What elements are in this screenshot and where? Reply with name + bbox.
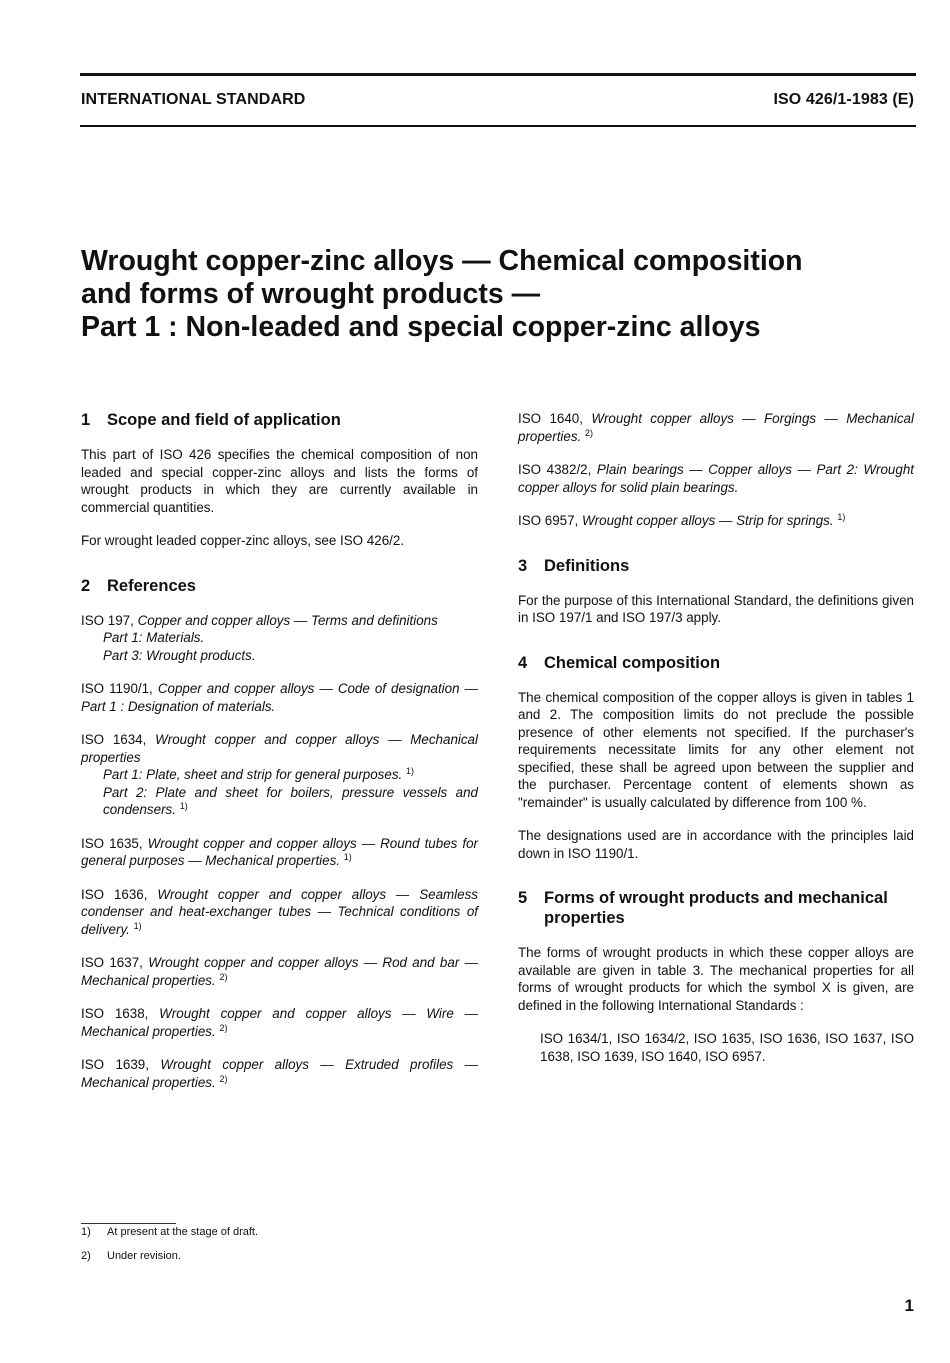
section-3-heading [518,556,914,576]
document-title [81,245,911,344]
section-4-heading [518,653,914,673]
section-2-heading [81,576,478,596]
section-title: References [107,576,196,595]
footnote-mark: 2) [81,1250,91,1262]
title-line-3: Part 1 : Non-leaded and special copper-zinc alloys [81,311,761,343]
reference-iso-1634: ISO 1634, Wrought copper and copper alloys — Mechanical properties [81,732,478,765]
section-5-heading [518,888,914,928]
header-standard-number: ISO 426/1-1983 (E) [773,91,914,108]
reference-iso-4382-2: ISO 4382/2, Plain bearings — Copper alloys — Part 2: Wrought copper alloys for solid plain bearings. [518,462,914,495]
title-line-2: and forms of wrought products — [81,278,541,310]
section-title: Chemical composition [544,653,721,672]
footnote-2 [81,1250,181,1262]
page-number: 1 [904,1296,914,1315]
composition-paragraph: The chemical composition of the copper alloys is given in tables 1 and 2. The composition limits do not preclude the possible presence of other elements not specified. If the purchaser's requirements necessitate limits for any other element not specified, these shall be agreed upon between the supplier and the purchaser. Percentage content of elements shown as "remainder" is usually calculated by difference from 100 %. [518,689,914,810]
standards-list: ISO 1634/1, ISO 1634/2, ISO 1635, ISO 1636, ISO 1637, ISO 1638, ISO 1639, ISO 1640, ISO 6957. [540,1031,914,1064]
reference-iso-197: ISO 197, Copper and copper alloys — Terms and definitions Part 1: Materials. Part 3: Wrought products. [81,612,438,663]
reference-iso-1640: ISO 1640, Wrought copper alloys — Forgings — Mechanical properties. $^{2)}$ [518,411,914,444]
reference-iso-1634-parts: Part 1: Plate, sheet and strip for general purposes. $^{1)}$ Part 2: Plate and sheet for boilers, pressure vessels and condensers. $^{1)}$ [103,766,478,817]
section-number: 3 [518,556,528,575]
reference-iso-1190-1: ISO 1190/1, Copper and copper alloys — Code of designation — Part 1 : Designation of materials. [81,681,478,714]
header-rule [80,125,916,127]
designations-paragraph: The designations used are in accordance with the principles laid down in ISO 1190/1. [518,828,914,861]
forms-paragraph: The forms of wrought products in which these copper alloys are available are given in table 3. The mechanical properties for all forms of wrought products for which the symbol X is given, are defined in the following International Standards : [518,945,914,1013]
reference-iso-1638: ISO 1638, Wrought copper and copper alloys — Wire — Mechanical properties. $^{2)}$ [81,1006,478,1039]
footnote-text: Under revision. [107,1250,181,1262]
reference-iso-1635: ISO 1635, Wrought copper and copper alloys — Round tubes for general purposes — Mechanical properties. $^{1)}$ [81,835,478,868]
scope-paragraph: This part of ISO 426 specifies the chemical composition of non leaded and special copper-zinc alloys and lists the forms of wrought products in which they are currently available in commercial quantities. [81,447,478,515]
reference-iso-1637: ISO 1637, Wrought copper and copper alloys — Rod and bar — Mechanical properties. $^{2)}$ [81,955,478,988]
scope-leaded-note: For wrought leaded copper-zinc alloys, see ISO 426/2. [81,533,405,548]
reference-iso-1639: ISO 1639, Wrought copper alloys — Extruded profiles — Mechanical properties. $^{2)}$ [81,1057,478,1090]
reference-iso-6957: ISO 6957, Wrought copper alloys — Strip for springs. $^{1)}$ [518,512,846,528]
left-column [81,410,478,1091]
footnote-mark: 1) [81,1226,91,1238]
top-rule [80,73,916,76]
right-column [518,410,914,1065]
definitions-paragraph: For the purpose of this International Standard, the definitions given in ISO 197/1 and ISO 197/3 apply. [518,592,914,625]
title-line-1: Wrought copper-zinc alloys — Chemical composition [81,245,803,277]
section-number: 5 [518,889,528,907]
section-title: Forms of wrought products and mechanical properties [544,889,888,927]
footnote-1 [81,1226,258,1238]
section-number: 4 [518,653,528,672]
section-1-heading [81,410,478,430]
footnote-text: At present at the stage of draft. [107,1226,259,1238]
section-number: 2 [81,576,91,595]
footnote-rule [81,1223,176,1224]
reference-iso-1636: ISO 1636, Wrought copper and copper alloys — Seamless condenser and heat-exchanger tubes — Technical conditions of delivery. $^{1)}$ [81,886,478,937]
section-number: 1 [81,411,91,429]
section-title: Definitions [544,556,630,575]
section-title: Scope and field of application [107,411,341,429]
header-standard-type: INTERNATIONAL STANDARD [81,91,306,108]
